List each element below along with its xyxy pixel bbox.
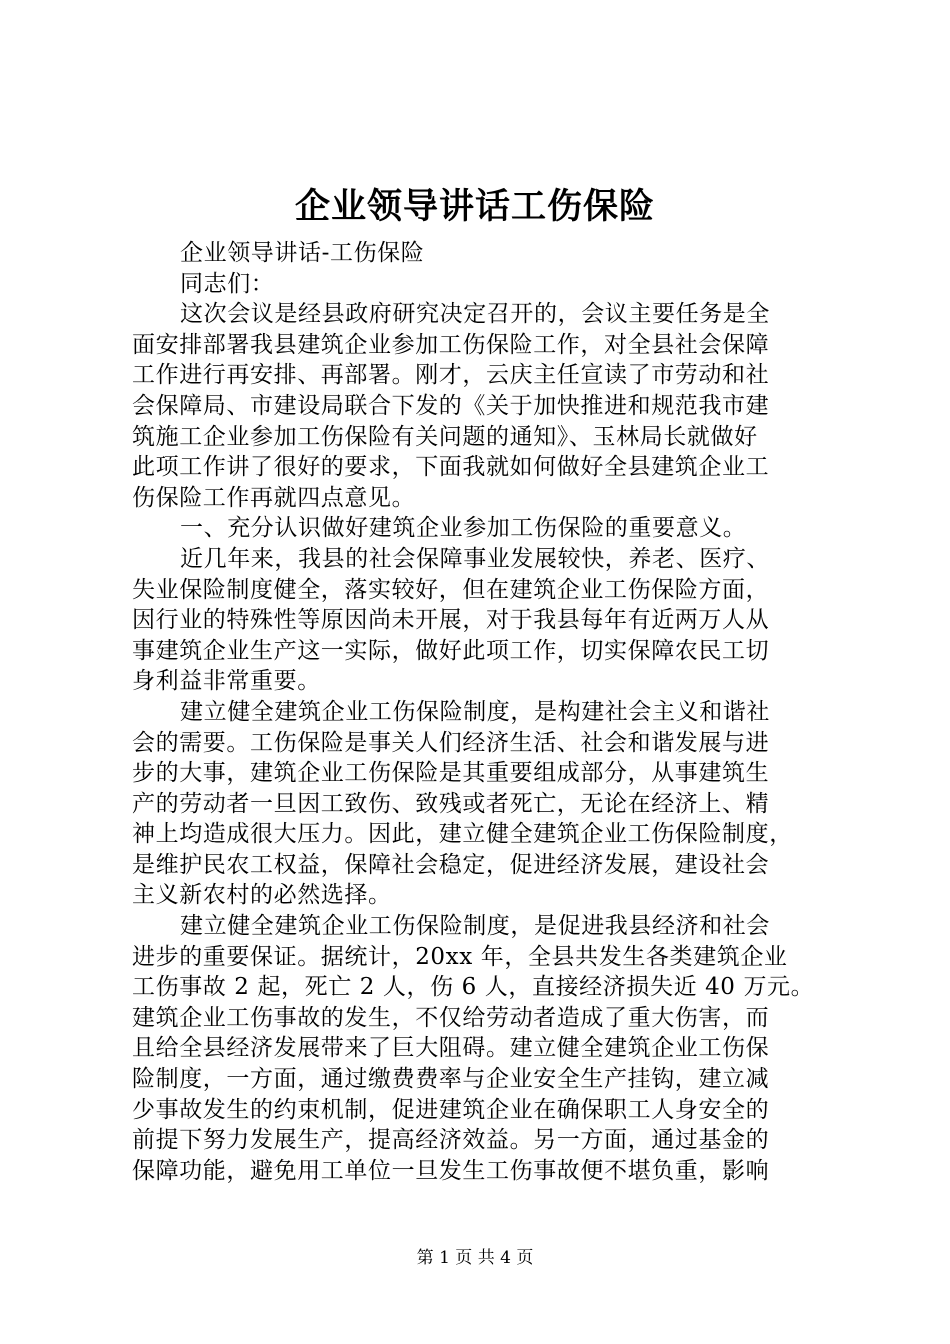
body-line: 同志们： xyxy=(180,270,275,297)
body-line: 会保障局、市建设局联合下发的《关于加快推进和规范我市建 xyxy=(132,392,770,419)
body-line: 失业保险制度健全，落实较好，但在建筑企业工伤保险方面， xyxy=(132,576,770,603)
body-line: 是维护民农工权益，保障社会稳定，促进经济发展，建设社会 xyxy=(132,851,770,878)
body-line: 企业领导讲话-工伤保险 xyxy=(180,240,425,266)
page-footer: 第 1 页 共 4 页 xyxy=(416,1248,534,1268)
body-line: 工伤事故 2 起，死亡 2 人，伤 6 人，直接经济损失近 40 万元。 xyxy=(132,974,815,1001)
body-line: 事建筑企业生产这一实际，做好此项工作，切实保障农民工切 xyxy=(132,637,770,664)
body-line: 建筑企业工伤事故的发生，不仅给劳动者造成了重大伤害，而 xyxy=(132,1004,770,1031)
body-line: 少事故发生的约束机制，促进建筑企业在确保职工人身安全的 xyxy=(132,1096,770,1123)
body-line: 且给全县经济发展带来了巨大阻碍。建立健全建筑企业工伤保 xyxy=(132,1035,770,1062)
body-line: 会的需要。工伤保险是事关人们经济生活、社会和谐发展与进 xyxy=(132,729,770,756)
body-line: 工作进行再安排、再部署。刚才，云庆主任宣读了市劳动和社 xyxy=(132,362,770,389)
body-line: 进步的重要保证。据统计，20xx 年，全县共发生各类建筑企业 xyxy=(132,943,788,970)
body-line: 因行业的特殊性等原因尚未开展，对于我县每年有近两万人从 xyxy=(132,607,770,634)
document-title: 企业领导讲话工伤保险 xyxy=(294,186,655,227)
body-line: 近几年来，我县的社会保障事业发展较快，养老、医疗、 xyxy=(180,545,770,572)
body-line: 此项工作讲了很好的要求，下面我就如何做好全县建筑企业工 xyxy=(132,454,770,481)
body-line: 这次会议是经县政府研究决定召开的，会议主要任务是全 xyxy=(180,301,770,328)
body-line: 身利益非常重要。 xyxy=(132,668,321,695)
body-line: 险制度，一方面，通过缴费费率与企业安全生产挂钩，建立减 xyxy=(132,1066,770,1093)
body-line: 筑施工企业参加工伤保险有关问题的通知》、玉林局长就做好 xyxy=(132,423,758,450)
body-line: 建立健全建筑企业工伤保险制度，是促进我县经济和社会 xyxy=(180,913,770,940)
body-line: 伤保险工作再就四点意见。 xyxy=(132,484,416,511)
body-line: 产的劳动者一旦因工致伤、致残或者死亡，无论在经济上、精 xyxy=(132,790,770,817)
body-line: 建立健全建筑企业工伤保险制度，是构建社会主义和谐社 xyxy=(180,698,770,725)
body-line: 神上均造成很大压力。因此，建立健全建筑企业工伤保险制度， xyxy=(132,821,793,848)
body-line: 前提下努力发展生产，提高经济效益。另一方面，通过基金的 xyxy=(132,1127,770,1154)
body-line: 步的大事，建筑企业工伤保险是其重要组成部分，从事建筑生 xyxy=(132,760,770,787)
body-line: 保障功能，避免用工单位一旦发生工伤事故便不堪负重，影响 xyxy=(132,1157,770,1184)
body-line: 一、充分认识做好建筑企业参加工伤保险的重要意义。 xyxy=(180,515,747,542)
body-line: 主义新农村的必然选择。 xyxy=(132,882,392,909)
body-line: 面安排部署我县建筑企业参加工伤保险工作，对全县社会保障 xyxy=(132,331,770,358)
document-body xyxy=(132,238,832,1186)
